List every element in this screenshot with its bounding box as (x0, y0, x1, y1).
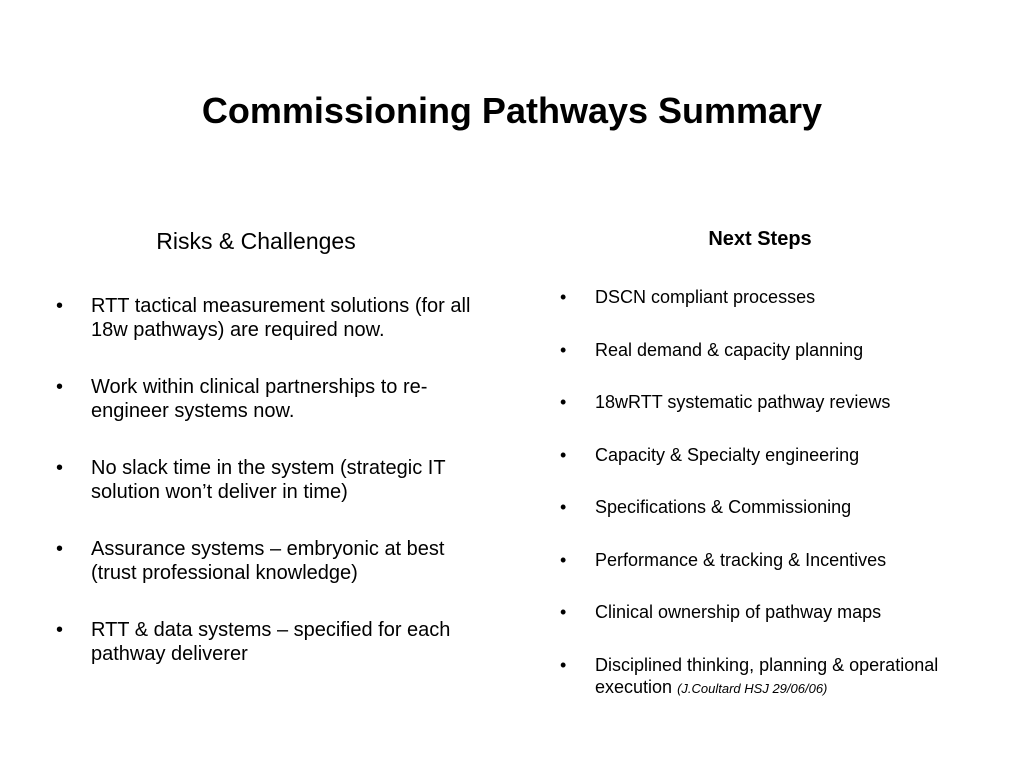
next-steps-item-1 (557, 286, 997, 308)
risks-item-text: Assurance systems – embryonic at best (trust professional knowledge) (91, 538, 445, 584)
next-steps-item-2 (557, 339, 997, 361)
risks-item-text: No slack time in the system (strategic IT solution won’t deliver in time) (91, 457, 446, 503)
bullet-icon: • (56, 538, 64, 560)
next-steps-item-7 (557, 601, 997, 623)
risks-item-5 (52, 618, 472, 666)
next-steps-item-text: DSCN compliant processes (595, 287, 816, 307)
next-steps-item-3 (557, 391, 997, 413)
bullet-icon: • (560, 549, 567, 570)
next-steps-item-text: Disciplined thinking, planning & operational execution (595, 654, 939, 697)
next-steps-item-text: 18wRTT systematic pathway reviews (595, 392, 891, 412)
bullet-icon: • (56, 376, 64, 398)
risks-item-text: RTT tactical measurement solutions (for all 18w pathways) are required now. (91, 295, 471, 341)
next-steps-heading: Next Steps (708, 228, 812, 250)
bullet-icon: • (560, 287, 567, 307)
next-steps-item-8 (557, 654, 997, 700)
next-steps-item-5 (557, 496, 997, 518)
next-steps-item-text: Capacity & Specialty engineering (595, 444, 860, 465)
risks-item-4 (52, 537, 472, 585)
citation: (J.Coultard HSJ 29/06/06) (677, 680, 828, 696)
bullet-icon: • (560, 444, 567, 465)
bullet-icon: • (56, 457, 64, 479)
risks-list (52, 294, 472, 699)
bullet-icon: • (560, 497, 567, 517)
bullet-icon: • (56, 295, 64, 317)
bullet-icon: • (560, 392, 567, 412)
bullet-icon: • (560, 654, 567, 675)
next-steps-item-4 (557, 444, 997, 466)
risks-item-1 (52, 294, 472, 342)
bullet-icon: • (560, 602, 567, 622)
risks-item-text: Work within clinical partnerships to re-engineer systems now. (91, 376, 428, 422)
next-steps-item-text: Performance & tracking & Incentives (595, 549, 887, 570)
risks-item-text: RTT & data systems – specified for each pathway deliverer (91, 619, 451, 665)
next-steps-item-6 (557, 549, 997, 571)
next-steps-item-text: Specifications & Commissioning (595, 497, 852, 517)
bullet-icon: • (56, 619, 64, 641)
next-steps-item-text: Real demand & capacity planning (595, 339, 864, 360)
risks-item-2 (52, 375, 472, 423)
risks-item-3 (52, 456, 472, 504)
next-steps-item-text: Clinical ownership of pathway maps (595, 602, 882, 622)
risks-heading: Risks & Challenges (156, 228, 356, 254)
bullet-icon: • (560, 339, 567, 360)
slide-title: Commissioning Pathways Summary (201, 90, 823, 131)
next-steps-list (557, 286, 997, 730)
